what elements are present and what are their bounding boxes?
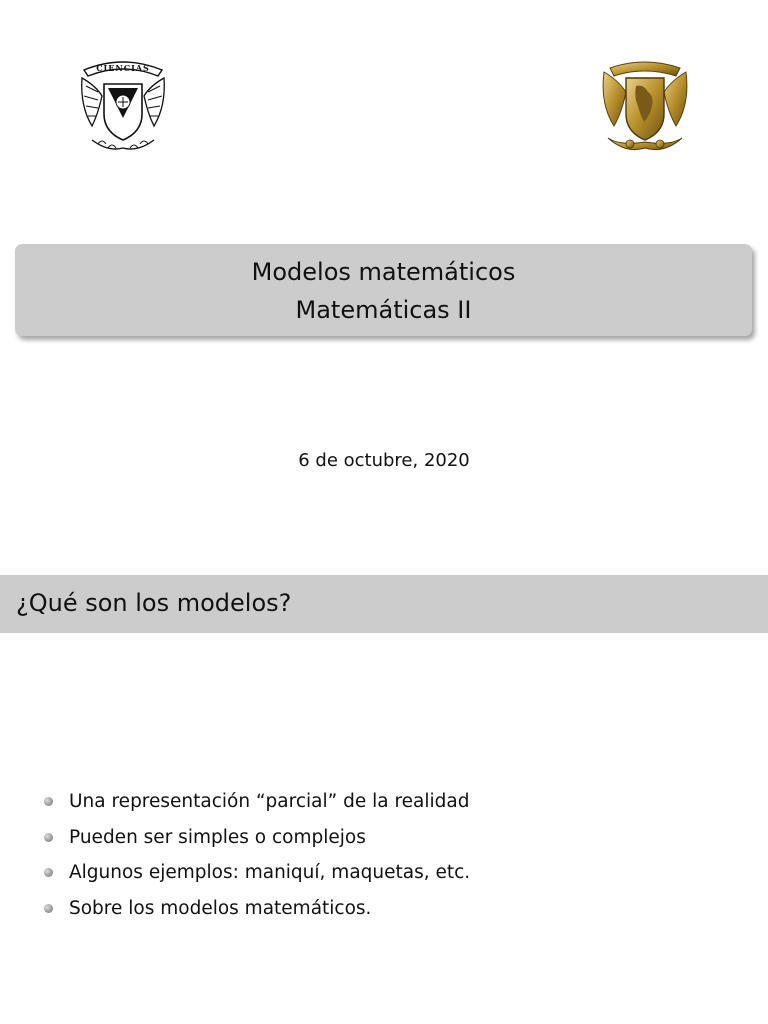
bullet-icon: [44, 833, 53, 842]
bullet-icon: [44, 797, 53, 806]
list-item-text: Sobre los modelos matemáticos.: [69, 897, 372, 919]
list-item-text: Una representación “parcial” de la realidad: [69, 791, 470, 813]
bullet-icon: [44, 868, 53, 877]
frame-title: ¿Qué son los modelos?: [16, 589, 292, 617]
ciencias-seal-icon: [78, 56, 168, 156]
unam-seal-icon: [600, 56, 690, 156]
bullet-list: [44, 784, 470, 926]
slide-date: 6 de octubre, 2020: [298, 450, 470, 471]
title-box: [15, 244, 752, 336]
slide-title: Modelos matemáticos: [251, 258, 516, 286]
list-item: [44, 820, 470, 856]
ciencias-seal-text: CIENCIAS: [96, 63, 150, 73]
list-item: [44, 855, 470, 891]
list-item: [44, 784, 470, 820]
slide-subtitle: Matemáticas II: [295, 296, 472, 324]
frame-title-bar: [0, 575, 768, 633]
list-item: [44, 891, 470, 927]
bullet-icon: [44, 904, 53, 913]
list-item-text: Algunos ejemplos: maniquí, maquetas, etc.: [69, 862, 471, 884]
list-item-text: Pueden ser simples o complejos: [69, 826, 366, 848]
unam-logo: [600, 56, 690, 156]
facultad-ciencias-logo: [78, 56, 168, 156]
